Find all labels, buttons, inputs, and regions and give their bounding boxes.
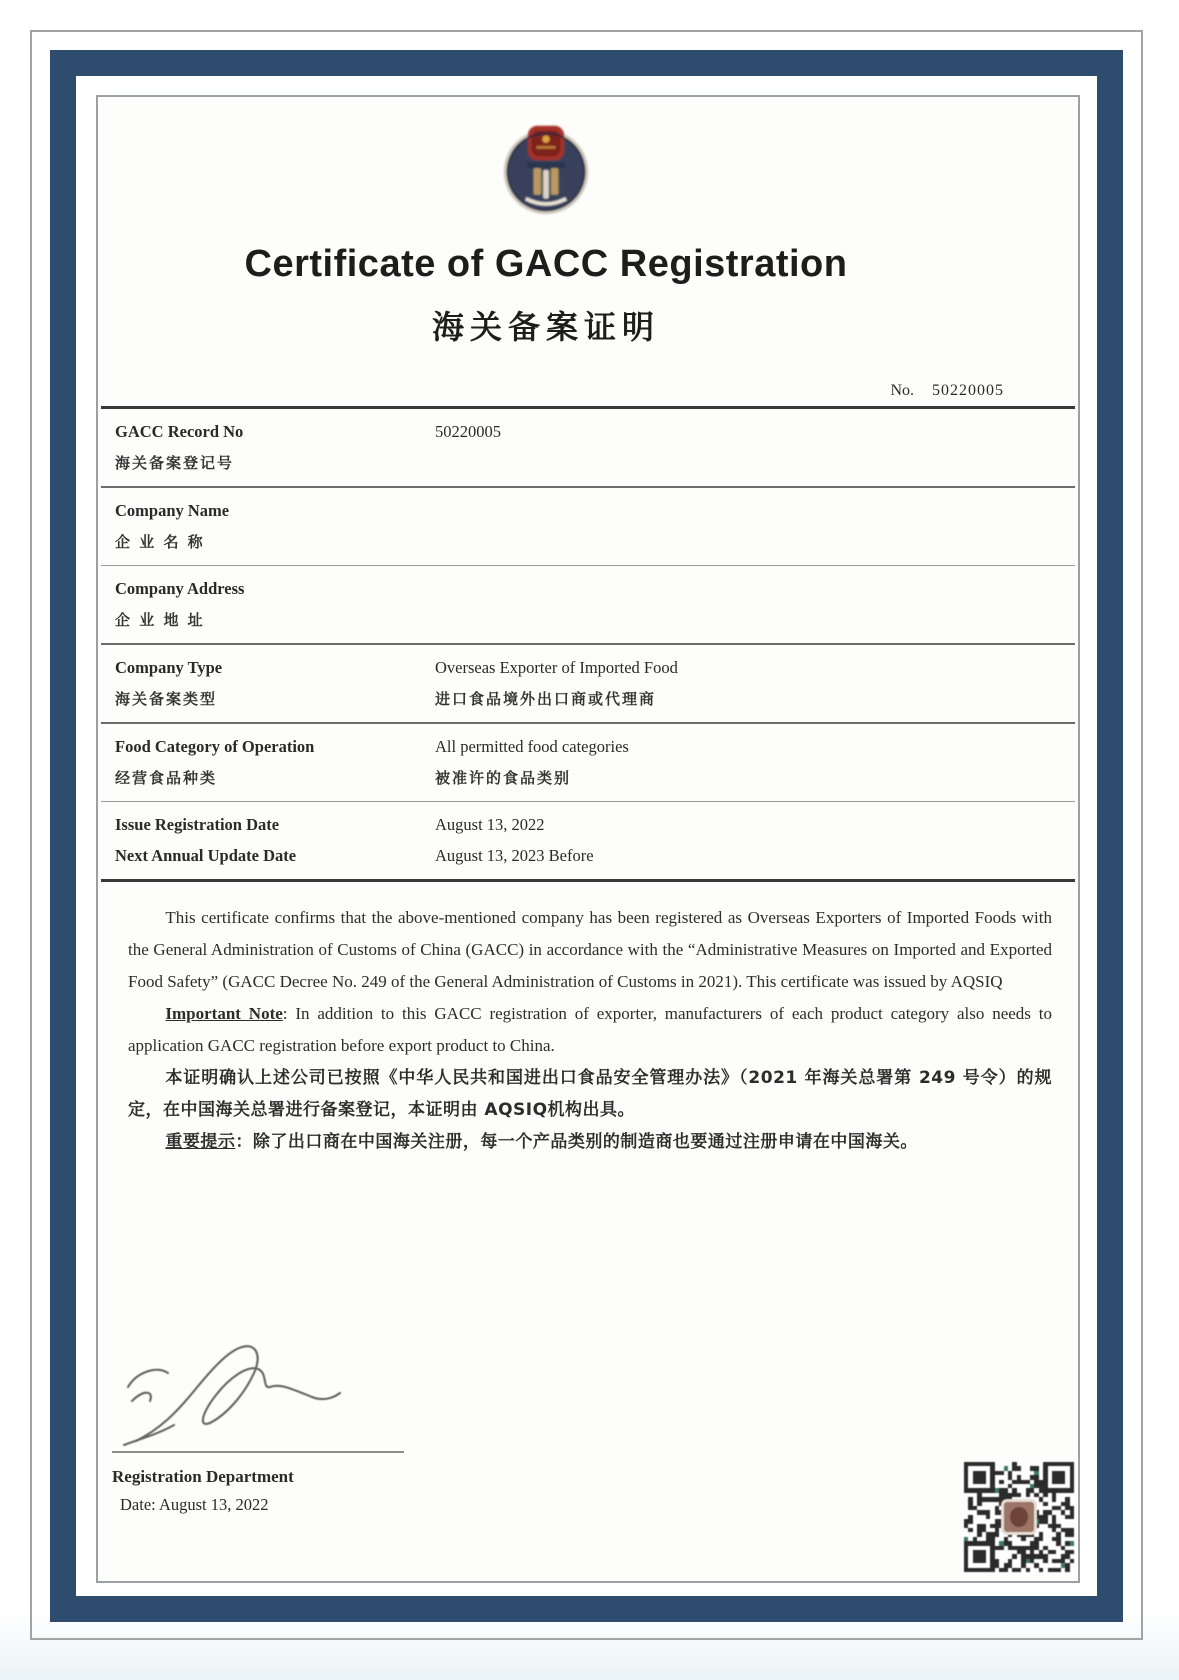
field-label-en: Company Type bbox=[115, 657, 223, 677]
page-title: Certificate of GACC Registration bbox=[244, 243, 848, 285]
qr-center-logo-figure bbox=[1010, 1507, 1028, 1527]
qr-center-logo-icon bbox=[1001, 1499, 1037, 1535]
important-note-lead: Important Note bbox=[165, 1004, 283, 1023]
paragraph-confirmation-zh: 本证明确认上述公司已按照《中华人民共和国进出口食品安全管理办法》（2021 年海关总署第 249 号令）的规定，在中国海关总署进行备案登记，本证明由 AQSIQ机构出具。 bbox=[128, 1068, 1052, 1120]
field-label-en: Issue Registration Date bbox=[115, 814, 280, 834]
paragraph-confirmation: This certificate confirms that the above-mentioned company has been registered as Overseas Exporters of Imported Foods with the General Administration of Customs of China (GACC) in accordance with the “Administrative Measures on Imported and Exported Food Safety” (GACC Decree No. 249 of the General Administration of Customs in 2021). This certificate was issued by AQSIQ bbox=[128, 908, 1052, 991]
certificate-number-value: 50220005 bbox=[932, 382, 1004, 399]
signature-rule bbox=[112, 1451, 404, 1453]
important-note-zh-lead: 重要提示 bbox=[165, 1132, 236, 1152]
handwritten-signature-icon bbox=[116, 1329, 366, 1449]
field-value: 50220005 bbox=[435, 421, 501, 441]
issue-date-label: Date: August 13, 2022 bbox=[120, 1495, 269, 1514]
page-title-chinese: 海关备案证明 bbox=[431, 309, 660, 345]
field-label-zh: 企 业 名 称 bbox=[115, 533, 205, 551]
paragraph-important-note bbox=[128, 998, 1052, 1062]
table-row-food-category bbox=[101, 724, 1075, 802]
table-row-company-name bbox=[101, 488, 1075, 566]
important-note-zh-rest: ：除了出口商在中国海关注册，每一个产品类别的制造商也要通过注册申请在中国海关。 bbox=[235, 1132, 918, 1152]
field-label-en: Food Category of Operation bbox=[115, 736, 315, 756]
field-value: All permitted food categories bbox=[435, 736, 629, 756]
gacc-customs-emblem-icon bbox=[498, 119, 594, 217]
field-label-zh: 海关备案类型 bbox=[115, 690, 218, 708]
field-label-en: Next Annual Update Date bbox=[115, 845, 297, 865]
table-row-gacc-record-no bbox=[101, 409, 1075, 488]
signature-block bbox=[112, 1329, 432, 1515]
table-row-company-type bbox=[101, 645, 1075, 724]
field-label-en: Company Address bbox=[115, 578, 245, 598]
field-value-zh: 被准许的食品类别 bbox=[435, 769, 572, 787]
certificate-number-label: No. bbox=[890, 382, 914, 399]
paragraph-important-note-zh bbox=[128, 1126, 1052, 1158]
field-value: August 13, 2022 bbox=[435, 814, 545, 834]
important-note-rest: : In addition to this GACC registration of exporter, manufacturers of each product category also needs to application GACC registration before export product to China. bbox=[128, 1004, 1052, 1055]
table-row-dates bbox=[101, 802, 1075, 879]
field-label-en: Company Name bbox=[115, 500, 230, 520]
field-label-en: GACC Record No bbox=[115, 421, 244, 441]
certificate-number-line bbox=[98, 382, 1004, 400]
field-value-zh: 进口食品境外出口商或代理商 bbox=[435, 690, 657, 708]
table-row-company-address bbox=[101, 566, 1075, 645]
field-label-zh: 海关备案登记号 bbox=[115, 454, 235, 472]
department-label: Registration Department bbox=[112, 1467, 294, 1486]
field-label-zh: 经营食品种类 bbox=[115, 769, 218, 787]
field-value: Overseas Exporter of Imported Food bbox=[435, 657, 678, 677]
field-label-zh: 企 业 地 址 bbox=[115, 611, 205, 629]
registration-table bbox=[101, 406, 1075, 882]
certificate-header bbox=[56, 119, 1036, 348]
certificate-page bbox=[96, 95, 1080, 1583]
qr-code bbox=[964, 1462, 1074, 1572]
certificate-body-text bbox=[128, 902, 1052, 1158]
field-value: August 13, 2023 Before bbox=[435, 845, 594, 865]
